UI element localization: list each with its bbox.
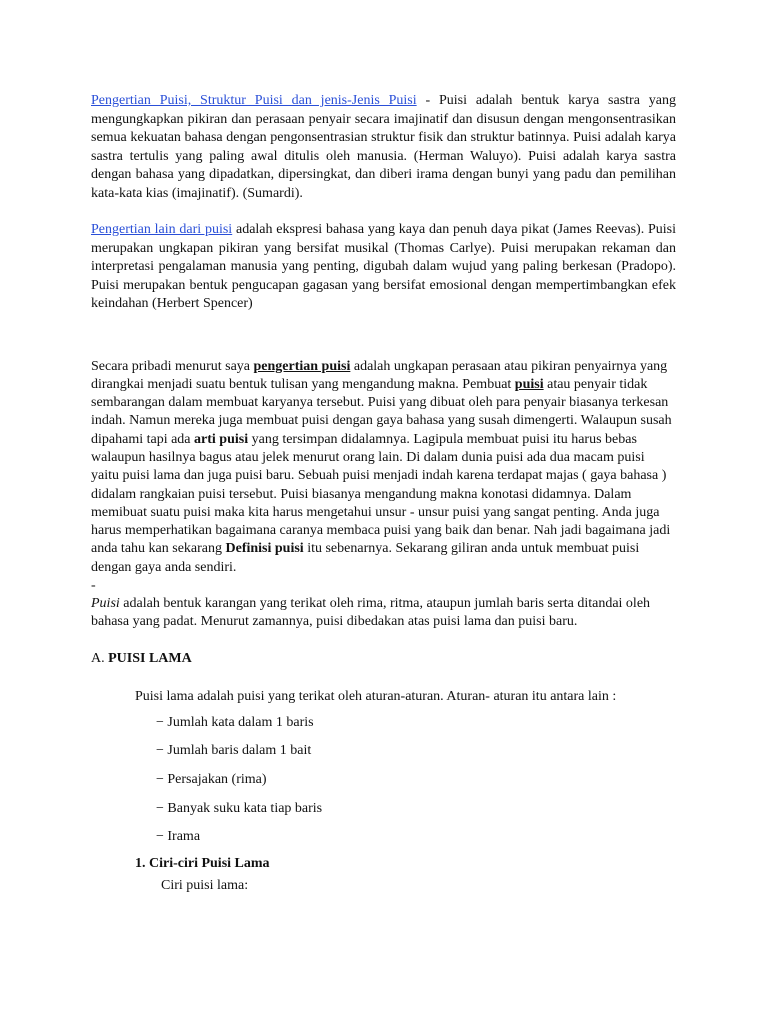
section-heading-puisi-lama [91, 650, 676, 668]
opinion-text-4: yang tersimpan didalamnya. Lagipula membuat puisi itu harus bebas walaupun hasilnya bagus atau jelek menurut orang lain. Di dalam dunia puisi ada dua macam puisi yaitu puisi lama dan juga puisi baru. Sebuah puisi menjadi indah karena terdapat majas ( gaya bahasa ) didalam rangkaian puisi tersebut. Puisi biasanya mengandung makna konotasi didamnya. Dalam memibuat suatu puisi maka kita harus mengetahui unsur - unsur puisi yang sangat penting. Anda juga harus memperhatikan bagaimana caranya membaca puisi yang baik dan benar. Nah jadi bagaimana jadi anda tahu kan sekarang [91, 431, 671, 557]
paragraph-puisi-karangan [91, 595, 676, 632]
keyword-definisi-puisi: Definisi puisi [225, 541, 304, 557]
italic-puisi: Puisi [91, 596, 120, 612]
list-item: − Jumlah kata dalam 1 baris [156, 714, 314, 730]
paragraph-puisi-karangan-text: adalah bentuk karangan yang terikat oleh rima, ritma, ataupun jumlah baris serta ditandai oleh bahasa yang padat. Menurut zamannya, puisi dibedakan atas puisi lama dan puisi baru. [91, 596, 651, 630]
keyword-pengertian-puisi: pengertian puisi [253, 358, 351, 374]
list-item: − Persajakan (rima) [156, 772, 267, 788]
paragraph-other-definitions [91, 221, 676, 314]
opinion-text-5: itu sebenarnya. Sekarang giliran anda untuk membuat puisi dengan gaya anda sendiri. [91, 541, 640, 575]
puisi-lama-intro: Puisi lama adalah puisi yang terikat oleh aturan-aturan. Aturan- aturan itu antara lain : [135, 688, 617, 704]
list-item: − Jumlah baris dalam 1 bait [156, 743, 312, 759]
keyword-arti-puisi: arti puisi [194, 431, 249, 447]
ciri-puisi-lama-label: Ciri puisi lama: [161, 878, 249, 894]
document-page [91, 92, 676, 895]
subheading-ciri-puisi-lama: 1. Ciri-ciri Puisi Lama [135, 856, 270, 872]
separator-dash: - [91, 578, 96, 594]
link-pengertian-puisi[interactable]: Pengertian Puisi, Struktur Puisi dan jenis-Jenis Puisi [91, 93, 417, 108]
section-title: PUISI LAMA [108, 650, 192, 666]
opinion-text-2: adalah ungkapan perasaan atau pikiran penyairnya yang dirangkai menjadi suatu bentuk tulisan yang mengandung makna. Pembuat [91, 358, 668, 392]
rules-list [91, 714, 676, 847]
keyword-puisi: puisi [514, 376, 544, 392]
paragraph-personal-opinion [91, 358, 676, 578]
link-pengertian-lain[interactable]: Pengertian lain dari puisi [91, 222, 233, 237]
paragraph-definition-text: - Puisi adalah bentuk karya sastra yang mengungkapkan pikiran dan perasaan penyair secara imajinatif dan disusun dengan mengonsentrasikan semua kekuatan bahasa dengan pengonsentrasian struktur fisik dan struktur batinnya. Puisi adalah karya sastra tertulis yang paling awal ditulis oleh manusia. (Herman Waluyo). Puisi adalah karya sastra dengan bahasa yang dipadatkan, dipersingkat, dan diberi irama dengan bunyi yang padu dan pemilihan kata-kata kias (imajinatif). (Sumardi). [91, 93, 676, 201]
paragraph-other-definitions-text: adalah ekspresi bahasa yang kaya dan penuh daya pikat (James Reevas). Puisi merupakan ungkapan pikiran yang bersifat musikal (Thomas Carlye). Puisi merupakan rekaman dan interpretasi pengalaman manusia yang penting, digubah dalam wujud yang paling berkesan (Pradopo). Puisi merupakan bentuk pengucapan gagasan yang bersifat emosional dengan mempertimbangkan efek keindahan (Herbert Spencer) [91, 222, 677, 311]
opinion-text-3: atau penyair tidak sembarangan dalam membuat karyanya tersebut. Puisi yang dibuat oleh para penyair biasanya terkesan indah. Namun mereka juga membuat puisi dengan gaya bahasa yang susah dimengerti. Walaupun susah dipahami tapi ada [91, 376, 672, 447]
list-item: − Banyak suku kata tiap baris [156, 800, 323, 816]
list-item: − Irama [156, 829, 201, 845]
opinion-text-1: Secara pribadi menurut saya [91, 358, 254, 374]
paragraph-definition [91, 92, 676, 203]
section-prefix: A. [91, 650, 109, 666]
